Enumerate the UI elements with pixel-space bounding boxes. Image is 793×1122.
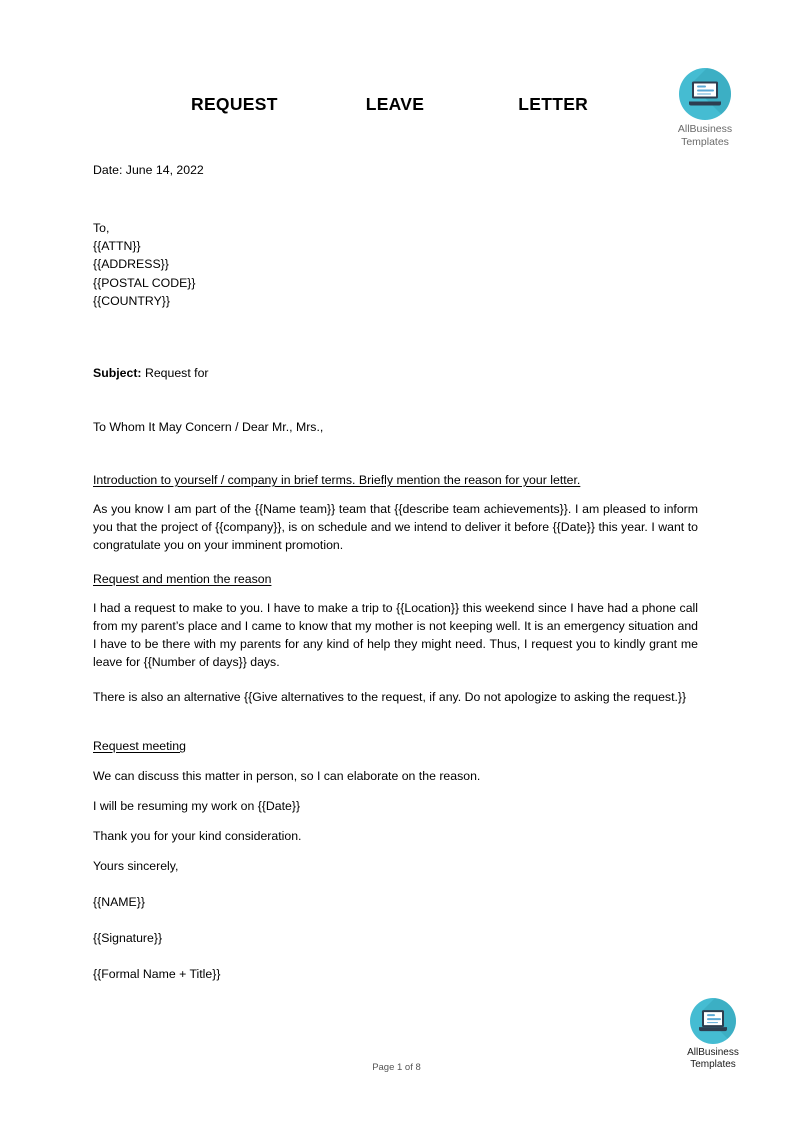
- address-line: {{ADDRESS}}: [93, 257, 169, 272]
- screen-line: [697, 93, 711, 95]
- title-word-letter: LETTER: [518, 94, 589, 114]
- date-line: Date: June 14, 2022: [93, 163, 204, 177]
- title-word-leave: LEAVE: [365, 94, 425, 114]
- address-line: To,: [93, 221, 110, 235]
- page-number: Page 1 of 8: [372, 1062, 421, 1073]
- section-paragraph-meeting: We can discuss this matter in person, so I can elaborate on the reason.: [93, 769, 481, 783]
- signature-placeholder: {{Signature}}: [93, 931, 163, 945]
- address-line: {{POSTAL CODE}}: [93, 275, 196, 290]
- header-logo-text: [668, 123, 742, 148]
- subject-value: Request for: [144, 366, 209, 380]
- section-heading-request: Request and mention the reason: [93, 572, 272, 586]
- signature-formal-title: {{Formal Name + Title}}: [93, 967, 221, 981]
- subject-label: Subject:: [93, 366, 142, 380]
- screen-line: [707, 1022, 718, 1024]
- screen-line: [707, 1014, 715, 1016]
- logo-line-2: Templates: [690, 1059, 736, 1070]
- subject-line: [93, 364, 209, 382]
- laptop-glyph: [699, 1010, 727, 1031]
- laptop-icon: [690, 998, 736, 1044]
- screen-line: [707, 1018, 721, 1020]
- laptop-screen: [692, 82, 718, 99]
- screen-line: [697, 86, 706, 88]
- section-paragraph-introduction: As you know I am part of the {{Name team}} team that {{describe team achievements}}. I am pleased to inform you that the project of {{company}}, is on schedule and we intend to deliver it before {{Date}} this year. I want to congratulate you on your imminent promotion.: [93, 502, 698, 552]
- laptop-glyph: [689, 82, 721, 106]
- laptop-screen: [702, 1010, 724, 1027]
- salutation: To Whom It May Concern / Dear Mr., Mrs.,: [93, 420, 324, 434]
- address-line: {{COUNTRY}}: [93, 293, 171, 308]
- document-title: [93, 94, 653, 115]
- thanks-line: Thank you for your kind consideration.: [93, 829, 302, 843]
- section-heading-meeting: Request meeting: [93, 739, 186, 753]
- footer-logo: [676, 998, 750, 1071]
- header-logo: [668, 68, 742, 148]
- laptop-base: [699, 1027, 727, 1031]
- laptop-icon: [679, 68, 731, 120]
- section-paragraph-request: I had a request to make to you. I have to make a trip to {{Location}} this weekend since I have had a phone call from my parent’s place and I came to know that my mother is not keeping well. It is an emergency situation and I have to be there with my parents for any kind of help they might need. Thus, I request you to kindly grant me leave for {{Number of days}} days.: [93, 601, 698, 669]
- logo-line-1: AllBusiness: [687, 1047, 739, 1058]
- signature-name: {{NAME}}: [93, 895, 145, 909]
- logo-line-1: AllBusiness: [677, 123, 733, 135]
- title-word-request: REQUEST: [191, 94, 278, 114]
- address-line: {{ATTN}}: [93, 239, 141, 254]
- section-heading-introduction: Introduction to yourself / company in brief terms. Briefly mention the reason for your letter.: [93, 473, 581, 487]
- alternative-paragraph: There is also an alternative {{Give alternatives to the request, if any. Do not apologize to asking the request.}}: [93, 690, 687, 704]
- screen-line: [697, 89, 714, 91]
- laptop-base: [689, 102, 721, 106]
- logo-line-2: Templates: [681, 135, 729, 148]
- closing-line: Yours sincerely,: [93, 859, 179, 873]
- resume-work-line: I will be resuming my work on {{Date}}: [93, 799, 301, 813]
- recipient-address-block: [93, 219, 196, 310]
